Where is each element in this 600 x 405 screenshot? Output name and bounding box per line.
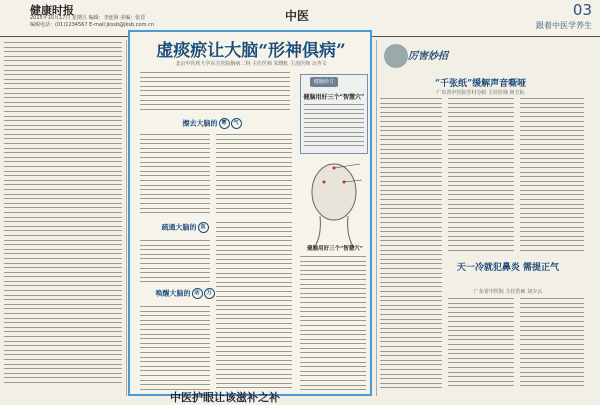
article-body-col1: [140, 134, 210, 216]
ring-badge: 动: [192, 288, 203, 299]
tip-box-label: 健脑妙方: [310, 77, 338, 87]
article-byline: 北京中医药大学东方医院脑病二科 主任医师 朱晓虹 主治医师 余杏文: [175, 61, 327, 67]
subhead-move: [150, 288, 220, 299]
ring-badge: 雾: [219, 118, 230, 129]
right-article2-col2: [520, 298, 584, 392]
column-divider: [376, 40, 377, 396]
column-title: 跟着中医学养生: [536, 21, 592, 30]
tip-box-title: 健脑用好三个“智慧穴”: [303, 94, 365, 101]
right-article2-col1: [448, 298, 514, 392]
ring-badge: 力: [204, 288, 215, 299]
article-body-col1b: [140, 240, 210, 284]
acupoint-dot: [323, 181, 326, 184]
right-article1-col1: [380, 98, 442, 392]
masthead-meta-line: 编辑电话：(01)1234567 E-mail:jkssb@jksb.com.cn: [30, 22, 154, 28]
right-article2-byline: 广东省中医院 主任医师 刘少云: [473, 289, 543, 295]
bottom-headline: 中医护眼让该滋补之补: [170, 391, 280, 404]
article-body-col2b: [216, 222, 292, 392]
right-article1-col2: [448, 98, 514, 254]
column-author-avatar: [384, 44, 408, 68]
left-column-text: [4, 42, 122, 392]
masthead-meta: [30, 15, 230, 29]
masthead-meta-line: 2015年10月17日 星期五 编辑：李连海 美编：张首: [30, 15, 146, 21]
page-number: 03: [572, 1, 592, 19]
article-intro-text: [140, 72, 290, 114]
newspaper-logo: 健康时报: [30, 4, 74, 17]
column-logo: 厉害妙招: [408, 51, 448, 62]
subhead-text: 疏通大脑的: [161, 222, 197, 232]
subhead-text: 擦去大脑的: [182, 118, 218, 128]
subhead-fog: [172, 118, 252, 129]
head-outline: [312, 164, 356, 220]
column-divider: [126, 40, 127, 396]
right-article1-byline: 广东省中医院芳村分院 主任医师 何方标: [436, 90, 525, 96]
figure-caption: 健脑用好三个“智慧穴”: [307, 246, 363, 252]
subhead-text: 唤醒大脑的: [155, 288, 191, 298]
article-headline: 虚痰瘀让大脑“形神俱病”: [156, 41, 346, 61]
right-article1-title: “千张纸”缓解声音嘶哑: [434, 79, 527, 89]
acupoint-head-illustration: [302, 158, 366, 250]
section-title: 中医: [285, 9, 310, 23]
ring-badge: 气: [231, 118, 242, 129]
article-body-col3: [300, 256, 366, 392]
article-body-col2: [216, 134, 292, 216]
right-article1-col3: [520, 98, 584, 254]
subhead-blood: [150, 222, 220, 233]
right-article2-title: 天一冷就犯鼻炎 需提正气: [456, 263, 560, 273]
tip-box-text: [304, 104, 364, 150]
ring-badge: 血: [198, 222, 209, 233]
article-body-col1c: [140, 306, 210, 392]
